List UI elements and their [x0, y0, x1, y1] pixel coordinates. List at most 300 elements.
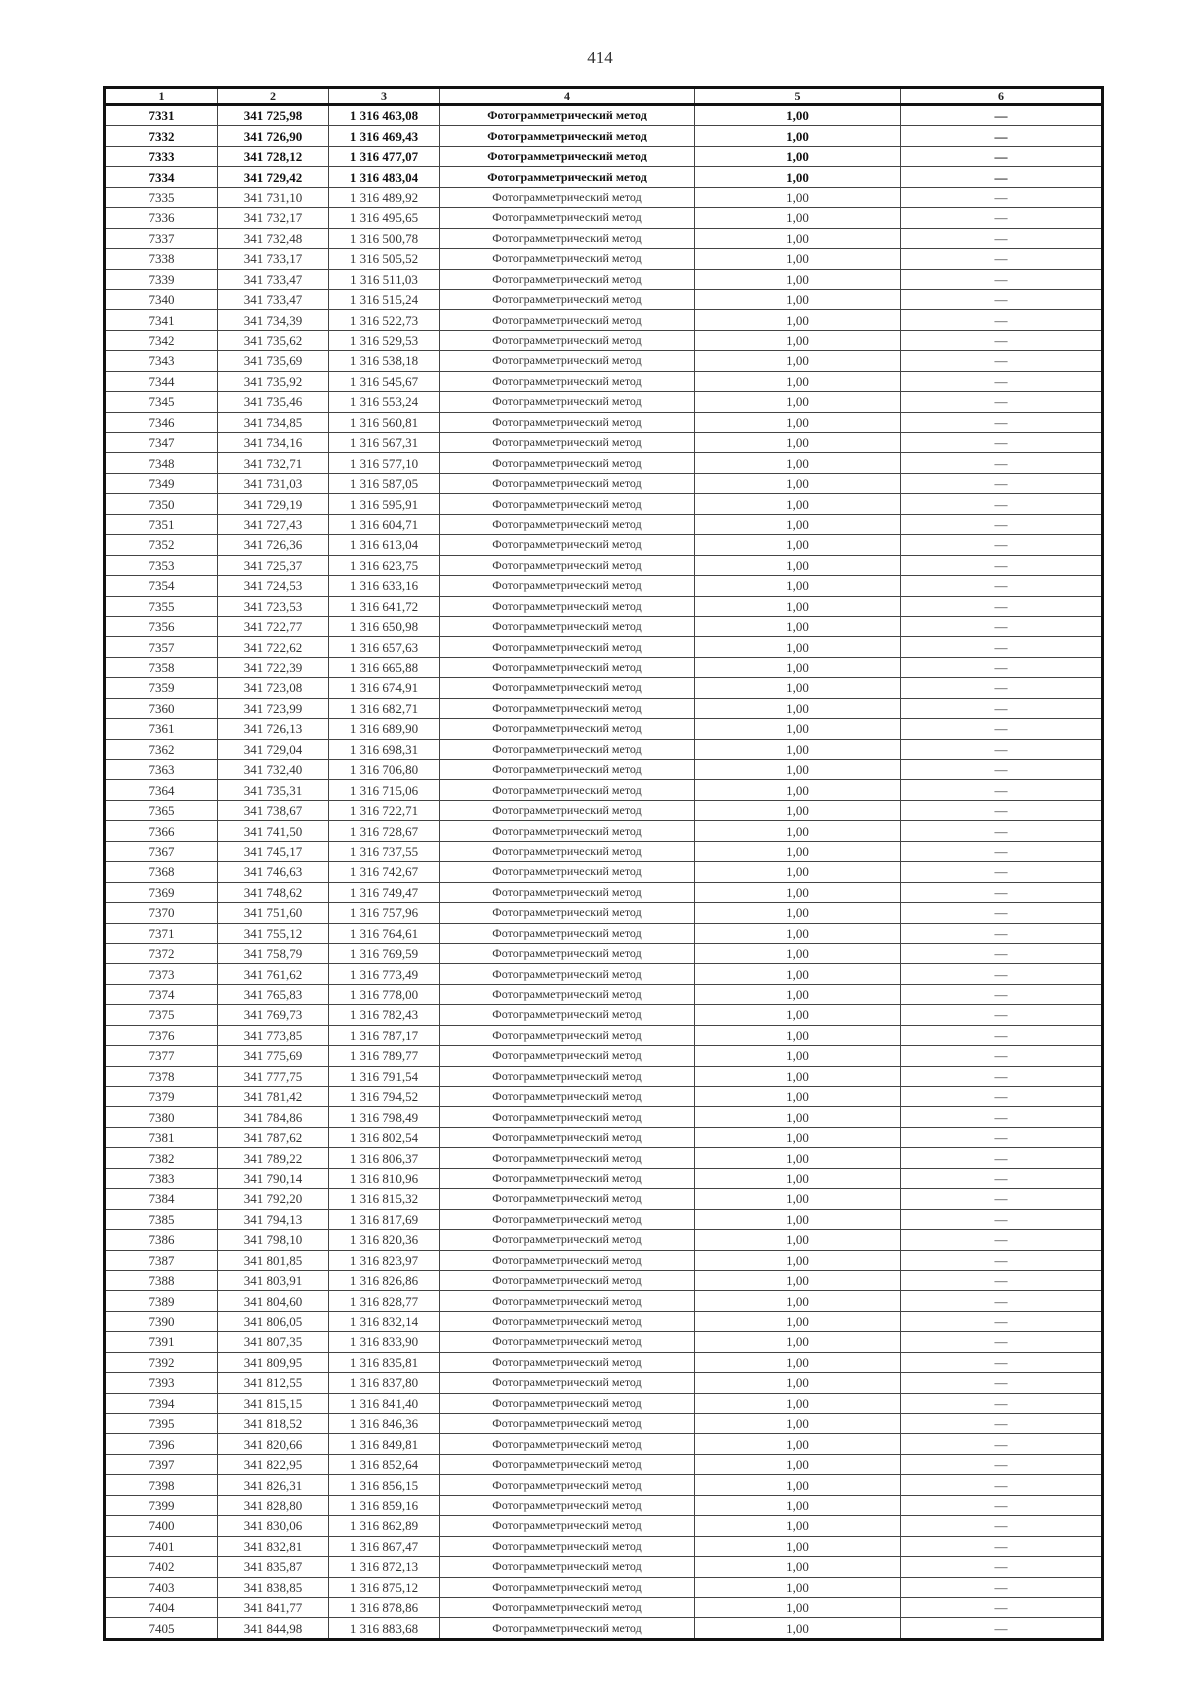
- table-row: [105, 208, 1103, 228]
- point-number-cell: 7344: [105, 371, 218, 391]
- table-row: [105, 1168, 1103, 1188]
- method-cell: Фотограмметрический метод: [440, 862, 695, 882]
- x-coordinate-cell: 341 735,62: [218, 330, 329, 350]
- point-number-cell: 7343: [105, 351, 218, 371]
- table-row: [105, 1087, 1103, 1107]
- y-coordinate-cell: 1 316 722,71: [329, 800, 440, 820]
- y-coordinate-cell: 1 316 674,91: [329, 678, 440, 698]
- table-row: [105, 1107, 1103, 1127]
- method-cell: Фотограмметрический метод: [440, 903, 695, 923]
- table-row: [105, 535, 1103, 555]
- point-number-cell: 7364: [105, 780, 218, 800]
- table-row: [105, 473, 1103, 493]
- y-coordinate-cell: 1 316 587,05: [329, 473, 440, 493]
- x-coordinate-cell: 341 728,12: [218, 146, 329, 166]
- method-cell: Фотограмметрический метод: [440, 1168, 695, 1188]
- note-cell: —: [901, 719, 1103, 739]
- method-cell: Фотограмметрический метод: [440, 657, 695, 677]
- x-coordinate-cell: 341 790,14: [218, 1168, 329, 1188]
- table-row: [105, 412, 1103, 432]
- note-cell: —: [901, 1577, 1103, 1597]
- x-coordinate-cell: 341 738,67: [218, 800, 329, 820]
- table-row: [105, 330, 1103, 350]
- method-cell: Фотограмметрический метод: [440, 678, 695, 698]
- method-cell: Фотограмметрический метод: [440, 984, 695, 1004]
- point-number-cell: 7391: [105, 1332, 218, 1352]
- table-row: [105, 392, 1103, 412]
- accuracy-cell: 1,00: [695, 923, 901, 943]
- method-cell: Фотограмметрический метод: [440, 1454, 695, 1474]
- y-coordinate-cell: 1 316 749,47: [329, 882, 440, 902]
- point-number-cell: 7403: [105, 1577, 218, 1597]
- method-cell: Фотограмметрический метод: [440, 228, 695, 248]
- method-cell: Фотограмметрический метод: [440, 1005, 695, 1025]
- accuracy-cell: 1,00: [695, 882, 901, 902]
- note-cell: —: [901, 187, 1103, 207]
- point-number-cell: 7385: [105, 1209, 218, 1229]
- note-cell: —: [901, 576, 1103, 596]
- point-number-cell: 7398: [105, 1475, 218, 1495]
- note-cell: —: [901, 208, 1103, 228]
- y-coordinate-cell: 1 316 798,49: [329, 1107, 440, 1127]
- x-coordinate-cell: 341 807,35: [218, 1332, 329, 1352]
- note-cell: —: [901, 760, 1103, 780]
- point-number-cell: 7387: [105, 1250, 218, 1270]
- accuracy-cell: 1,00: [695, 576, 901, 596]
- note-cell: —: [901, 698, 1103, 718]
- x-coordinate-cell: 341 746,63: [218, 862, 329, 882]
- table-body: [105, 105, 1103, 1640]
- method-cell: Фотограмметрический метод: [440, 392, 695, 412]
- x-coordinate-cell: 341 733,17: [218, 249, 329, 269]
- method-cell: Фотограмметрический метод: [440, 514, 695, 534]
- x-coordinate-cell: 341 724,53: [218, 576, 329, 596]
- accuracy-cell: 1,00: [695, 1168, 901, 1188]
- y-coordinate-cell: 1 316 828,77: [329, 1291, 440, 1311]
- table-row: [105, 1332, 1103, 1352]
- note-cell: —: [901, 1066, 1103, 1086]
- method-cell: Фотограмметрический метод: [440, 1189, 695, 1209]
- method-cell: Фотограмметрический метод: [440, 780, 695, 800]
- table-row: [105, 964, 1103, 984]
- y-coordinate-cell: 1 316 867,47: [329, 1536, 440, 1556]
- point-number-cell: 7336: [105, 208, 218, 228]
- note-cell: —: [901, 1087, 1103, 1107]
- table-row: [105, 249, 1103, 269]
- note-cell: —: [901, 473, 1103, 493]
- accuracy-cell: 1,00: [695, 1230, 901, 1250]
- y-coordinate-cell: 1 316 737,55: [329, 841, 440, 861]
- note-cell: —: [901, 514, 1103, 534]
- point-number-cell: 7372: [105, 943, 218, 963]
- y-coordinate-cell: 1 316 769,59: [329, 943, 440, 963]
- point-number-cell: 7338: [105, 249, 218, 269]
- point-number-cell: 7389: [105, 1291, 218, 1311]
- table-row: [105, 433, 1103, 453]
- method-cell: Фотограмметрический метод: [440, 637, 695, 657]
- x-coordinate-cell: 341 835,87: [218, 1557, 329, 1577]
- y-coordinate-cell: 1 316 595,91: [329, 494, 440, 514]
- x-coordinate-cell: 341 792,20: [218, 1189, 329, 1209]
- x-coordinate-cell: 341 815,15: [218, 1393, 329, 1413]
- accuracy-cell: 1,00: [695, 678, 901, 698]
- point-number-cell: 7369: [105, 882, 218, 902]
- point-number-cell: 7396: [105, 1434, 218, 1454]
- accuracy-cell: 1,00: [695, 105, 901, 126]
- note-cell: —: [901, 1168, 1103, 1188]
- point-number-cell: 7340: [105, 289, 218, 309]
- method-cell: Фотограмметрический метод: [440, 1557, 695, 1577]
- method-cell: Фотограмметрический метод: [440, 1107, 695, 1127]
- point-number-cell: 7386: [105, 1230, 218, 1250]
- table-row: [105, 821, 1103, 841]
- x-coordinate-cell: 341 731,03: [218, 473, 329, 493]
- header-cell-6: 6: [901, 88, 1103, 105]
- y-coordinate-cell: 1 316 820,36: [329, 1230, 440, 1250]
- method-cell: Фотограмметрический метод: [440, 800, 695, 820]
- point-number-cell: 7367: [105, 841, 218, 861]
- y-coordinate-cell: 1 316 757,96: [329, 903, 440, 923]
- y-coordinate-cell: 1 316 657,63: [329, 637, 440, 657]
- accuracy-cell: 1,00: [695, 269, 901, 289]
- note-cell: —: [901, 1352, 1103, 1372]
- method-cell: Фотограмметрический метод: [440, 1332, 695, 1352]
- accuracy-cell: 1,00: [695, 719, 901, 739]
- x-coordinate-cell: 341 734,39: [218, 310, 329, 330]
- method-cell: Фотограмметрический метод: [440, 882, 695, 902]
- y-coordinate-cell: 1 316 787,17: [329, 1025, 440, 1045]
- point-number-cell: 7384: [105, 1189, 218, 1209]
- accuracy-cell: 1,00: [695, 1393, 901, 1413]
- point-number-cell: 7345: [105, 392, 218, 412]
- y-coordinate-cell: 1 316 883,68: [329, 1618, 440, 1639]
- point-number-cell: 7399: [105, 1495, 218, 1515]
- method-cell: Фотограмметрический метод: [440, 1475, 695, 1495]
- method-cell: Фотограмметрический метод: [440, 310, 695, 330]
- table-row: [105, 1557, 1103, 1577]
- note-cell: —: [901, 923, 1103, 943]
- point-number-cell: 7361: [105, 719, 218, 739]
- note-cell: —: [901, 249, 1103, 269]
- y-coordinate-cell: 1 316 826,86: [329, 1270, 440, 1290]
- y-coordinate-cell: 1 316 511,03: [329, 269, 440, 289]
- table-row: [105, 678, 1103, 698]
- accuracy-cell: 1,00: [695, 1189, 901, 1209]
- table-row: [105, 800, 1103, 820]
- y-coordinate-cell: 1 316 815,32: [329, 1189, 440, 1209]
- point-number-cell: 7337: [105, 228, 218, 248]
- x-coordinate-cell: 341 784,86: [218, 1107, 329, 1127]
- method-cell: Фотограмметрический метод: [440, 719, 695, 739]
- point-number-cell: 7401: [105, 1536, 218, 1556]
- accuracy-cell: 1,00: [695, 616, 901, 636]
- table-row: [105, 1066, 1103, 1086]
- note-cell: —: [901, 678, 1103, 698]
- accuracy-cell: 1,00: [695, 371, 901, 391]
- point-number-cell: 7376: [105, 1025, 218, 1045]
- note-cell: —: [901, 1597, 1103, 1617]
- note-cell: —: [901, 1332, 1103, 1352]
- accuracy-cell: 1,00: [695, 535, 901, 555]
- y-coordinate-cell: 1 316 515,24: [329, 289, 440, 309]
- note-cell: —: [901, 1209, 1103, 1229]
- x-coordinate-cell: 341 722,77: [218, 616, 329, 636]
- point-number-cell: 7351: [105, 514, 218, 534]
- note-cell: —: [901, 1148, 1103, 1168]
- x-coordinate-cell: 341 841,77: [218, 1597, 329, 1617]
- x-coordinate-cell: 341 732,40: [218, 760, 329, 780]
- y-coordinate-cell: 1 316 789,77: [329, 1046, 440, 1066]
- y-coordinate-cell: 1 316 604,71: [329, 514, 440, 534]
- y-coordinate-cell: 1 316 810,96: [329, 1168, 440, 1188]
- table-row: [105, 1597, 1103, 1617]
- table-row: [105, 1516, 1103, 1536]
- point-number-cell: 7402: [105, 1557, 218, 1577]
- accuracy-cell: 1,00: [695, 167, 901, 187]
- table-row: [105, 657, 1103, 677]
- y-coordinate-cell: 1 316 837,80: [329, 1373, 440, 1393]
- y-coordinate-cell: 1 316 633,16: [329, 576, 440, 596]
- accuracy-cell: 1,00: [695, 1352, 901, 1372]
- y-coordinate-cell: 1 316 852,64: [329, 1454, 440, 1474]
- accuracy-cell: 1,00: [695, 903, 901, 923]
- x-coordinate-cell: 341 794,13: [218, 1209, 329, 1229]
- accuracy-cell: 1,00: [695, 473, 901, 493]
- y-coordinate-cell: 1 316 577,10: [329, 453, 440, 473]
- y-coordinate-cell: 1 316 778,00: [329, 984, 440, 1004]
- table-row: [105, 269, 1103, 289]
- method-cell: Фотограмметрический метод: [440, 841, 695, 861]
- accuracy-cell: 1,00: [695, 126, 901, 146]
- x-coordinate-cell: 341 733,47: [218, 289, 329, 309]
- method-cell: Фотограмметрический метод: [440, 760, 695, 780]
- method-cell: Фотограмметрический метод: [440, 943, 695, 963]
- x-coordinate-cell: 341 820,66: [218, 1434, 329, 1454]
- y-coordinate-cell: 1 316 782,43: [329, 1005, 440, 1025]
- accuracy-cell: 1,00: [695, 1557, 901, 1577]
- header-row: [105, 88, 1103, 105]
- y-coordinate-cell: 1 316 728,67: [329, 821, 440, 841]
- x-coordinate-cell: 341 758,79: [218, 943, 329, 963]
- accuracy-cell: 1,00: [695, 657, 901, 677]
- accuracy-cell: 1,00: [695, 1373, 901, 1393]
- accuracy-cell: 1,00: [695, 351, 901, 371]
- point-number-cell: 7371: [105, 923, 218, 943]
- note-cell: —: [901, 841, 1103, 861]
- y-coordinate-cell: 1 316 833,90: [329, 1332, 440, 1352]
- accuracy-cell: 1,00: [695, 392, 901, 412]
- note-cell: —: [901, 862, 1103, 882]
- note-cell: —: [901, 1270, 1103, 1290]
- point-number-cell: 7368: [105, 862, 218, 882]
- method-cell: Фотограмметрический метод: [440, 187, 695, 207]
- note-cell: —: [901, 1434, 1103, 1454]
- x-coordinate-cell: 341 732,71: [218, 453, 329, 473]
- method-cell: Фотограмметрический метод: [440, 105, 695, 126]
- x-coordinate-cell: 341 726,90: [218, 126, 329, 146]
- x-coordinate-cell: 341 775,69: [218, 1046, 329, 1066]
- point-number-cell: 7360: [105, 698, 218, 718]
- accuracy-cell: 1,00: [695, 1311, 901, 1331]
- y-coordinate-cell: 1 316 817,69: [329, 1209, 440, 1229]
- accuracy-cell: 1,00: [695, 800, 901, 820]
- table-row: [105, 1005, 1103, 1025]
- y-coordinate-cell: 1 316 859,16: [329, 1495, 440, 1515]
- x-coordinate-cell: 341 828,80: [218, 1495, 329, 1515]
- y-coordinate-cell: 1 316 856,15: [329, 1475, 440, 1495]
- method-cell: Фотограмметрический метод: [440, 453, 695, 473]
- accuracy-cell: 1,00: [695, 1332, 901, 1352]
- table-row: [105, 1311, 1103, 1331]
- note-cell: —: [901, 800, 1103, 820]
- method-cell: Фотограмметрический метод: [440, 698, 695, 718]
- y-coordinate-cell: 1 316 682,71: [329, 698, 440, 718]
- accuracy-cell: 1,00: [695, 494, 901, 514]
- y-coordinate-cell: 1 316 495,65: [329, 208, 440, 228]
- accuracy-cell: 1,00: [695, 1025, 901, 1045]
- y-coordinate-cell: 1 316 878,86: [329, 1597, 440, 1617]
- accuracy-cell: 1,00: [695, 1414, 901, 1434]
- note-cell: —: [901, 657, 1103, 677]
- method-cell: Фотограмметрический метод: [440, 596, 695, 616]
- point-number-cell: 7358: [105, 657, 218, 677]
- x-coordinate-cell: 341 734,16: [218, 433, 329, 453]
- accuracy-cell: 1,00: [695, 310, 901, 330]
- method-cell: Фотограмметрический метод: [440, 535, 695, 555]
- accuracy-cell: 1,00: [695, 1066, 901, 1086]
- note-cell: —: [901, 412, 1103, 432]
- accuracy-cell: 1,00: [695, 596, 901, 616]
- note-cell: —: [901, 1495, 1103, 1515]
- method-cell: Фотограмметрический метод: [440, 1025, 695, 1045]
- point-number-cell: 7377: [105, 1046, 218, 1066]
- note-cell: —: [901, 1046, 1103, 1066]
- method-cell: Фотограмметрический метод: [440, 1311, 695, 1331]
- y-coordinate-cell: 1 316 806,37: [329, 1148, 440, 1168]
- accuracy-cell: 1,00: [695, 984, 901, 1004]
- header-cell-4: 4: [440, 88, 695, 105]
- note-cell: —: [901, 535, 1103, 555]
- accuracy-cell: 1,00: [695, 453, 901, 473]
- point-number-cell: 7366: [105, 821, 218, 841]
- method-cell: Фотограмметрический метод: [440, 616, 695, 636]
- method-cell: Фотограмметрический метод: [440, 1148, 695, 1168]
- x-coordinate-cell: 341 789,22: [218, 1148, 329, 1168]
- x-coordinate-cell: 341 725,37: [218, 555, 329, 575]
- point-number-cell: 7354: [105, 576, 218, 596]
- point-number-cell: 7405: [105, 1618, 218, 1639]
- header-cell-1: 1: [105, 88, 218, 105]
- method-cell: Фотограмметрический метод: [440, 494, 695, 514]
- table-row: [105, 146, 1103, 166]
- coordinates-table-wrapper: [103, 86, 1101, 1641]
- table-row: [105, 923, 1103, 943]
- note-cell: —: [901, 1107, 1103, 1127]
- point-number-cell: 7374: [105, 984, 218, 1004]
- y-coordinate-cell: 1 316 849,81: [329, 1434, 440, 1454]
- y-coordinate-cell: 1 316 529,53: [329, 330, 440, 350]
- point-number-cell: 7355: [105, 596, 218, 616]
- method-cell: Фотограмметрический метод: [440, 1434, 695, 1454]
- note-cell: —: [901, 1414, 1103, 1434]
- point-number-cell: 7393: [105, 1373, 218, 1393]
- point-number-cell: 7382: [105, 1148, 218, 1168]
- note-cell: —: [901, 494, 1103, 514]
- accuracy-cell: 1,00: [695, 228, 901, 248]
- y-coordinate-cell: 1 316 794,52: [329, 1087, 440, 1107]
- method-cell: Фотограмметрический метод: [440, 1618, 695, 1639]
- table-row: [105, 1189, 1103, 1209]
- table-row: [105, 882, 1103, 902]
- note-cell: —: [901, 1311, 1103, 1331]
- x-coordinate-cell: 341 735,92: [218, 371, 329, 391]
- point-number-cell: 7359: [105, 678, 218, 698]
- y-coordinate-cell: 1 316 613,04: [329, 535, 440, 555]
- table-row: [105, 596, 1103, 616]
- y-coordinate-cell: 1 316 832,14: [329, 1311, 440, 1331]
- accuracy-cell: 1,00: [695, 1148, 901, 1168]
- x-coordinate-cell: 341 741,50: [218, 821, 329, 841]
- method-cell: Фотограмметрический метод: [440, 1209, 695, 1229]
- method-cell: Фотограмметрический метод: [440, 249, 695, 269]
- y-coordinate-cell: 1 316 706,80: [329, 760, 440, 780]
- point-number-cell: 7392: [105, 1352, 218, 1372]
- method-cell: Фотограмметрический метод: [440, 330, 695, 350]
- note-cell: —: [901, 351, 1103, 371]
- table-row: [105, 1250, 1103, 1270]
- table-row: [105, 1127, 1103, 1147]
- point-number-cell: 7350: [105, 494, 218, 514]
- point-number-cell: 7335: [105, 187, 218, 207]
- note-cell: —: [901, 289, 1103, 309]
- x-coordinate-cell: 341 723,99: [218, 698, 329, 718]
- point-number-cell: 7331: [105, 105, 218, 126]
- table-row: [105, 1291, 1103, 1311]
- y-coordinate-cell: 1 316 665,88: [329, 657, 440, 677]
- note-cell: —: [901, 1230, 1103, 1250]
- x-coordinate-cell: 341 798,10: [218, 1230, 329, 1250]
- accuracy-cell: 1,00: [695, 760, 901, 780]
- table-row: [105, 841, 1103, 861]
- method-cell: Фотограмметрический метод: [440, 576, 695, 596]
- y-coordinate-cell: 1 316 715,06: [329, 780, 440, 800]
- x-coordinate-cell: 341 804,60: [218, 1291, 329, 1311]
- accuracy-cell: 1,00: [695, 1250, 901, 1270]
- x-coordinate-cell: 341 832,81: [218, 1536, 329, 1556]
- method-cell: Фотограмметрический метод: [440, 964, 695, 984]
- note-cell: —: [901, 1250, 1103, 1270]
- x-coordinate-cell: 341 733,47: [218, 269, 329, 289]
- accuracy-cell: 1,00: [695, 943, 901, 963]
- table-row: [105, 126, 1103, 146]
- table-row: [105, 637, 1103, 657]
- point-number-cell: 7352: [105, 535, 218, 555]
- point-number-cell: 7346: [105, 412, 218, 432]
- note-cell: —: [901, 453, 1103, 473]
- x-coordinate-cell: 341 723,08: [218, 678, 329, 698]
- point-number-cell: 7394: [105, 1393, 218, 1413]
- method-cell: Фотограмметрический метод: [440, 1066, 695, 1086]
- note-cell: —: [901, 167, 1103, 187]
- y-coordinate-cell: 1 316 500,78: [329, 228, 440, 248]
- point-number-cell: 7341: [105, 310, 218, 330]
- x-coordinate-cell: 341 729,04: [218, 739, 329, 759]
- accuracy-cell: 1,00: [695, 330, 901, 350]
- accuracy-cell: 1,00: [695, 1107, 901, 1127]
- point-number-cell: 7379: [105, 1087, 218, 1107]
- x-coordinate-cell: 341 826,31: [218, 1475, 329, 1495]
- table-row: [105, 555, 1103, 575]
